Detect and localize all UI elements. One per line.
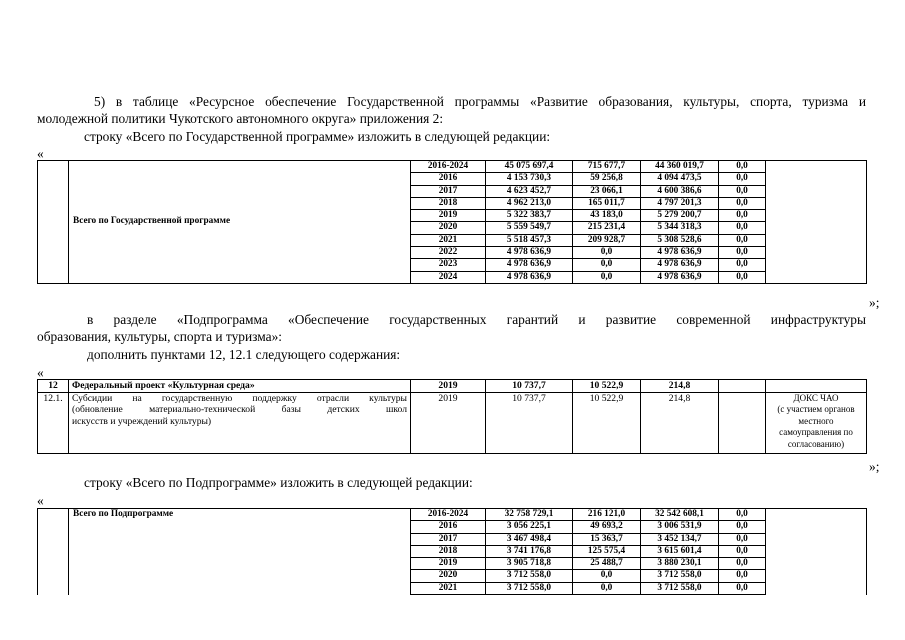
- row-total: 10 737,7: [486, 380, 573, 393]
- okrug-cell: 3 452 134,7: [641, 533, 719, 545]
- total-cell: 3 905 718,8: [486, 558, 573, 570]
- other-cell: 0,0: [719, 161, 766, 173]
- federal-cell: 25 488,7: [573, 558, 641, 570]
- executor-cell: [766, 509, 867, 595]
- total-cell: 4 978 636,9: [486, 259, 573, 271]
- total-cell: 45 075 697,4: [486, 161, 573, 173]
- row-executor: [766, 392, 867, 453]
- period-cell: 2021: [411, 582, 486, 594]
- federal-cell: 125 575,4: [573, 545, 641, 557]
- federal-cell: 23 066,1: [573, 185, 641, 197]
- total-cell: 5 559 549,7: [486, 222, 573, 234]
- total-label: Всего по Государственной программе: [69, 161, 411, 284]
- federal-cell: 59 256,8: [573, 173, 641, 185]
- federal-cell: 215 231,4: [573, 222, 641, 234]
- federal-project-table: [37, 379, 867, 454]
- federal-cell: 216 121,0: [573, 509, 641, 521]
- other-cell: 0,0: [719, 210, 766, 222]
- paragraph-section-line2: образования, культуры, спорта и туризма»:: [37, 329, 283, 344]
- row-name-line2: (обновление материально-технической базы детских школ: [72, 404, 407, 415]
- federal-cell: 0,0: [573, 247, 641, 259]
- period-cell: 2020: [411, 570, 486, 582]
- table-row: [38, 392, 867, 453]
- other-cell: 0,0: [719, 509, 766, 521]
- other-cell: 0,0: [719, 533, 766, 545]
- other-cell: 0,0: [719, 247, 766, 259]
- table-row: [38, 509, 867, 521]
- total-cell: 4 978 636,9: [486, 247, 573, 259]
- total-cell: 5 518 457,3: [486, 234, 573, 246]
- open-quote: «: [37, 493, 44, 508]
- executor-line5: согласованию): [787, 438, 845, 449]
- okrug-cell: 3 006 531,9: [641, 521, 719, 533]
- executor-line2: (с участием органов: [777, 404, 855, 415]
- total-cell: 3 741 176,8: [486, 545, 573, 557]
- period-cell: 2022: [411, 247, 486, 259]
- total-cell: 3 712 558,0: [486, 582, 573, 594]
- other-cell: 0,0: [719, 558, 766, 570]
- row-empty: [719, 392, 766, 453]
- okrug-cell: 4 978 636,9: [641, 271, 719, 283]
- total-cell: 3 056 225,1: [486, 521, 573, 533]
- total-cell: 3 467 498,4: [486, 533, 573, 545]
- period-cell: 2019: [411, 210, 486, 222]
- period-cell: 2018: [411, 197, 486, 209]
- total-cell: 5 322 383,7: [486, 210, 573, 222]
- okrug-cell: 4 978 636,9: [641, 259, 719, 271]
- row-name-line1: Субсидии на государственную поддержку отрасли культуры: [72, 392, 407, 404]
- total-cell: 4 623 452,7: [486, 185, 573, 197]
- row-okrug: 214,8: [641, 380, 719, 393]
- okrug-cell: 5 344 318,3: [641, 222, 719, 234]
- federal-cell: 165 011,7: [573, 197, 641, 209]
- period-cell: 2016-2024: [411, 509, 486, 521]
- period-cell: 2016-2024: [411, 161, 486, 173]
- other-cell: 0,0: [719, 271, 766, 283]
- row-number: 12.1.: [38, 392, 69, 453]
- period-cell: 2018: [411, 545, 486, 557]
- period-cell: 2017: [411, 533, 486, 545]
- row-okrug: 214,8: [641, 392, 719, 453]
- total-cell: 4 978 636,9: [486, 271, 573, 283]
- period-cell: 2020: [411, 222, 486, 234]
- other-cell: 0,0: [719, 259, 766, 271]
- period-cell: 2019: [411, 558, 486, 570]
- row-number: [38, 509, 69, 595]
- okrug-cell: 3 712 558,0: [641, 582, 719, 594]
- okrug-cell: 44 360 019,7: [641, 161, 719, 173]
- row-name: Федеральный проект «Культурная среда»: [69, 380, 411, 393]
- okrug-cell: 3 712 558,0: [641, 570, 719, 582]
- state-program-total-table: [37, 160, 867, 284]
- federal-cell: 0,0: [573, 570, 641, 582]
- row-federal: 10 522,9: [573, 392, 641, 453]
- open-quote: «: [37, 365, 44, 380]
- subprogram-total-table: [37, 508, 867, 595]
- paragraph-subprogram-line1: строку «Всего по Подпрограмме» изложить в следующей редакции:: [84, 475, 473, 490]
- okrug-cell: 5 308 528,6: [641, 234, 719, 246]
- paragraph-intro-line2: молодежной политики Чукотского автономного округа» приложения 2:: [37, 111, 444, 126]
- total-label: Всего по Подпрограмме: [69, 509, 411, 595]
- total-cell: 32 758 729,1: [486, 509, 573, 521]
- other-cell: 0,0: [719, 222, 766, 234]
- okrug-cell: 4 600 386,6: [641, 185, 719, 197]
- row-year: 2019: [411, 380, 486, 393]
- period-cell: 2021: [411, 234, 486, 246]
- okrug-cell: 4 094 473,5: [641, 173, 719, 185]
- executor-cell: [766, 161, 867, 284]
- other-cell: 0,0: [719, 185, 766, 197]
- paragraph-intro-line1: 5) в таблице «Ресурсное обеспечение Государственной программы «Развитие образования, культуры, спорта, туризма и: [94, 94, 866, 109]
- okrug-cell: 4 978 636,9: [641, 247, 719, 259]
- executor-line4: самоуправления по: [779, 427, 853, 438]
- row-total: 10 737,7: [486, 392, 573, 453]
- federal-cell: 0,0: [573, 271, 641, 283]
- other-cell: 0,0: [719, 521, 766, 533]
- other-cell: 0,0: [719, 173, 766, 185]
- paragraph-section-line3: дополнить пунктами 12, 12.1 следующего содержания:: [87, 347, 401, 362]
- paragraph-section-line1: в разделе «Подпрограмма «Обеспечение государственных гарантий и развитие современной инфраструктуры: [87, 312, 866, 327]
- okrug-cell: 3 880 230,1: [641, 558, 719, 570]
- row-year: 2019: [411, 392, 486, 453]
- period-cell: 2016: [411, 521, 486, 533]
- executor-line1: ДОКС ЧАО: [793, 392, 839, 403]
- other-cell: 0,0: [719, 197, 766, 209]
- federal-cell: 49 693,2: [573, 521, 641, 533]
- row-number: [38, 161, 69, 284]
- total-cell: 4 153 730,3: [486, 173, 573, 185]
- other-cell: 0,0: [719, 545, 766, 557]
- federal-cell: 0,0: [573, 259, 641, 271]
- okrug-cell: 32 542 608,1: [641, 509, 719, 521]
- close-quote: »;: [869, 295, 880, 310]
- total-cell: 4 962 213,0: [486, 197, 573, 209]
- other-cell: 0,0: [719, 570, 766, 582]
- close-quote: »;: [869, 459, 880, 474]
- open-quote: «: [37, 146, 44, 161]
- other-cell: 0,0: [719, 234, 766, 246]
- row-name: [69, 392, 411, 453]
- table-row: [38, 161, 867, 173]
- period-cell: 2017: [411, 185, 486, 197]
- federal-cell: 209 928,7: [573, 234, 641, 246]
- row-empty: [719, 380, 766, 393]
- okrug-cell: 3 615 601,4: [641, 545, 719, 557]
- period-cell: 2016: [411, 173, 486, 185]
- executor-line3: местного: [798, 415, 834, 426]
- federal-cell: 15 363,7: [573, 533, 641, 545]
- period-cell: 2023: [411, 259, 486, 271]
- federal-cell: 0,0: [573, 582, 641, 594]
- row-federal: 10 522,9: [573, 380, 641, 393]
- federal-cell: 715 677,7: [573, 161, 641, 173]
- period-cell: 2024: [411, 271, 486, 283]
- row-number: 12: [38, 380, 69, 393]
- row-executor: [766, 380, 867, 393]
- okrug-cell: 5 279 200,7: [641, 210, 719, 222]
- table-row: [38, 380, 867, 393]
- total-cell: 3 712 558,0: [486, 570, 573, 582]
- okrug-cell: 4 797 201,3: [641, 197, 719, 209]
- other-cell: 0,0: [719, 582, 766, 594]
- paragraph-intro-line3: строку «Всего по Государственной программе» изложить в следующей редакции:: [84, 129, 551, 144]
- row-name-line3: искусств и учреждений культуры): [72, 415, 212, 427]
- federal-cell: 43 183,0: [573, 210, 641, 222]
